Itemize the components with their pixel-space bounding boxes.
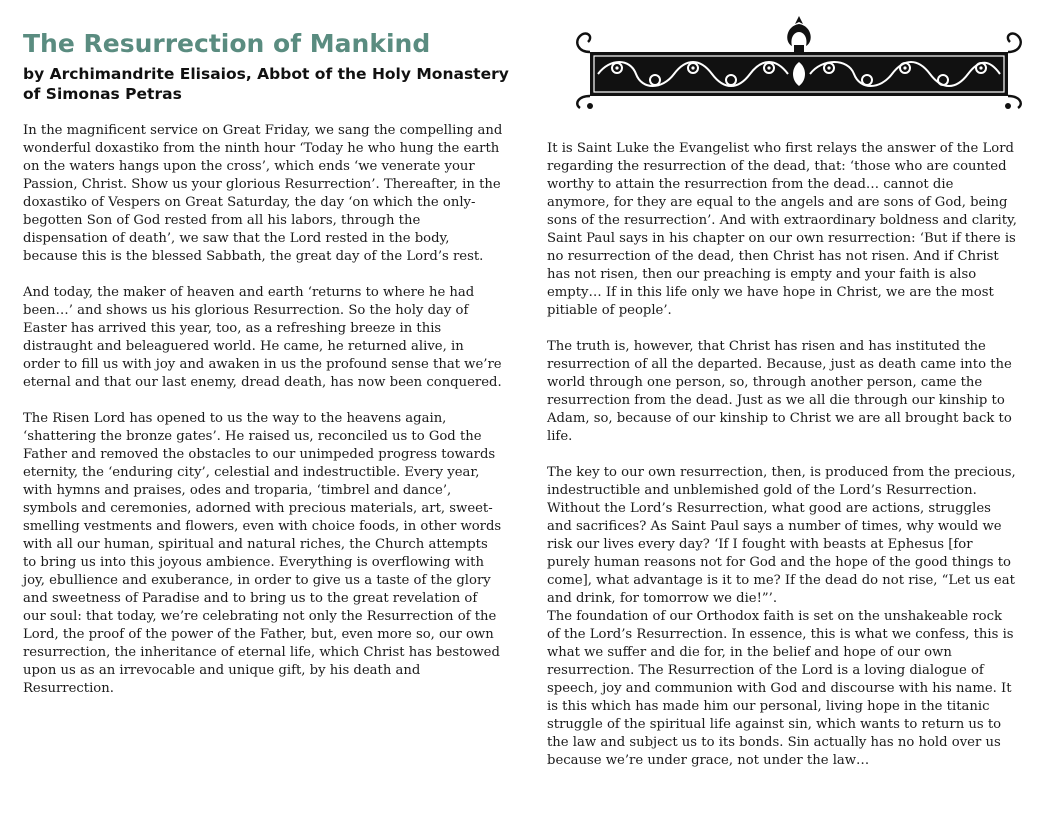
paragraph: The key to our own resurrection, then, is produced from the precious, indestructible and unblemished gold of the Lord’s Resurrection. Without the Lord’s Resurrection, what good are actions, struggles and sacrifices? As Saint Paul says a number of times, why would we risk our lives every day? ‘If I fought with beasts at Ephesus [for purely human reasons not for God and the hope of the good things to come], what advantage is it to me? If the dead do not rise, “Let us eat and drink, for tomorrow we die!”’. (547, 465, 1016, 606)
left-column (23, 122, 503, 698)
paragraph: The Risen Lord has opened to us the way to the heavens again, ‘shattering the bronze gates’. He raised us, reconciled us to God the Father and removed the obstacles to our unimpeded progress towards eternity, the ‘enduring city’, celestial and indestructible. Every year, with hymns and praises, odes and troparia, ‘timbrel and dance’, symbols and ceremonies, adorned with precious materials, art, sweet-smelling vestments and flowers, even with choice foods, in other words with all our human, spiritual and natural riches, the Church attempts to bring us into this joyous ambience. Everything is overflowing with joy, ebullience and exuberance, in order to give us a taste of the glory and sweetness of Paradise and to bring us to the great revelation of our soul: that today, we’re celebrating not only the Resurrection of the Lord, the proof of the power of the Father, but, even more so, our own resurrection, the inheritance of eternal life, which Christ has bestowed upon us as an irrevocable and unique gift, by his death and Resurrection. (23, 411, 502, 696)
article-title: The Resurrection of Mankind (23, 29, 431, 58)
right-column (547, 140, 1017, 770)
article-byline: by Archimandrite Elisaios, Abbot of the Holy Monastery of Simonas Petras (23, 65, 509, 103)
paragraph: In the magnificent service on Great Friday, we sang the compelling and wonderful doxastiko from the ninth hour ‘Today he who hung the earth on the waters hangs upon the cross’, which ends ‘we venerate your Passion, Christ. Show us your glorious Resurrection’. Thereafter, in the doxastiko of Vespers on Great Saturday, the day ‘on which the only-begotten Son of God rested from all his labors, through the dispensation of death’, we saw that the Lord rested in the body, because this is the blessed Sabbath, the great day of the Lord’s rest. (23, 123, 503, 264)
paragraph: And today, the maker of heaven and earth ‘returns to where he had been…’ and shows us his glorious Resurrection. So the holy day of Easter has arrived this year, too, as a refreshing breeze in this distraught and beleaguered world. He came, he returned alive, in order to fill us with joy and awaken in us the profound sense that we’re eternal and that our last enemy, dread death, has now been conquered. (23, 285, 502, 390)
paragraph: It is Saint Luke the Evangelist who first relays the answer of the Lord regarding the resurrection of the dead, that: ‘those who are counted worthy to attain the resurrection from the dead… cannot die anymore, for they are equal to the angels and are sons of God, being sons of the resurrection’. And with extraordinary boldness and clarity, Saint Paul says in his chapter on our own resurrection: ‘But if there is no resurrection of the dead, then Christ has not risen. And if Christ has not risen, then our preaching is empty and your faith is also empty… If in this life only we have hope in Christ, we are the most pitiable of people’. (547, 141, 1017, 318)
ornament-headpiece-icon (570, 12, 1028, 110)
paragraph: The truth is, however, that Christ has risen and has instituted the resurrection of all the departed. Because, just as death came into the world through one person, so, through another person, came the resurrection from the dead. Just as we all die through our kinship to Adam, so, because of our kinship to Christ we are all brought back to life. (547, 339, 1012, 444)
paragraph: The foundation of our Orthodox faith is set on the unshakeable rock of the Lord’s Resurrection. In essence, this is what we confess, this is what we suffer and die for, in the belief and hope of our own resurrection. The Resurrection of the Lord is a loving dialogue of speech, joy and communion with God and discourse with his name. It is this which has made him our personal, living hope in the titanic struggle of the spiritual life against sin, which wants to return us to the law and subject us to its bonds. Sin actually has no hold over us because we’re under grace, not under the law… (547, 609, 1014, 768)
